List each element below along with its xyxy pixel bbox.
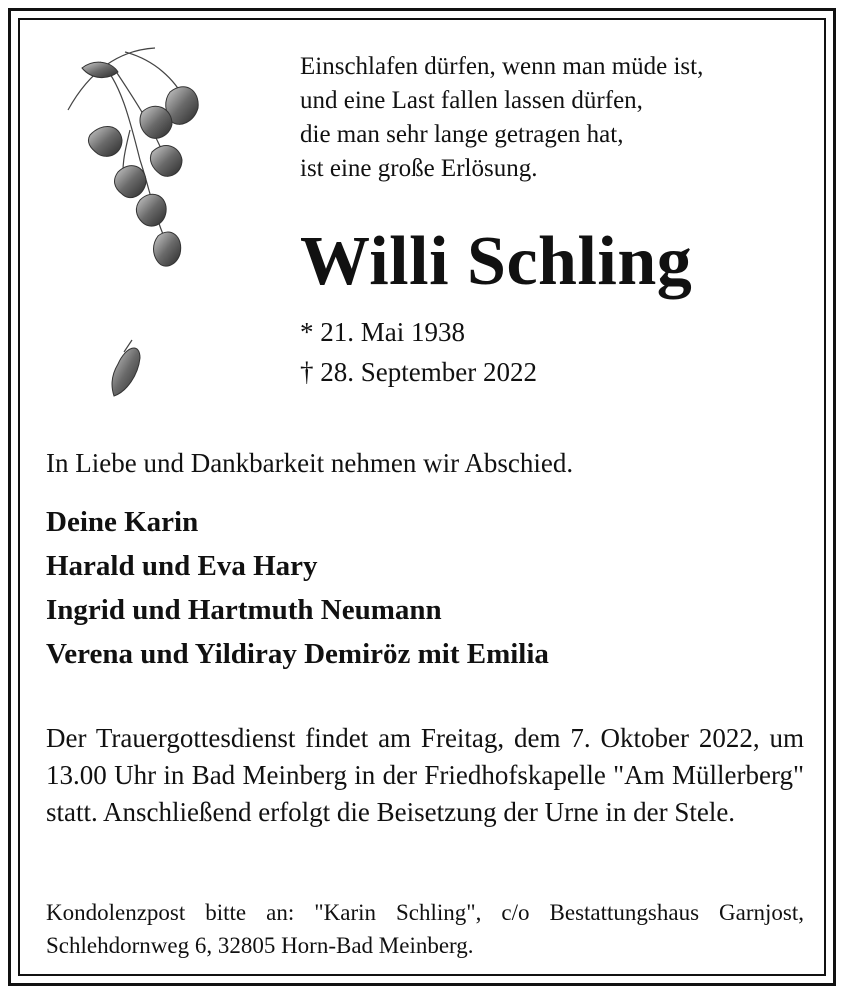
condolence-address: Kondolenzpost bitte an: "Karin Schling", c/o Bestattungshaus Garnjost, Schlehdornweg 6, 32805 Horn-Bad Meinberg. [46, 900, 804, 958]
poem-line: Einschlafen dürfen, wenn man müde ist, [300, 53, 704, 80]
poem-line: ist eine große Erlösung. [300, 155, 538, 182]
deceased-name: Willi Schling [300, 223, 693, 300]
family-member: Deine Karin [46, 506, 199, 538]
farewell-line: In Liebe und Dankbarkeit nehmen wir Abschied. [46, 448, 574, 478]
family-member: Harald und Eva Hary [46, 550, 318, 582]
poem-line: die man sehr lange getragen hat, [300, 121, 624, 148]
life-dates [300, 312, 537, 392]
poem [300, 50, 703, 186]
birth-date: * 21. Mai 1938 [300, 317, 465, 347]
family-member: Ingrid und Hartmuth Neumann [46, 594, 442, 626]
family-list [46, 500, 549, 676]
poem-line: und eine Last fallen lassen dürfen, [300, 87, 643, 114]
family-member: Verena und Yildiray Demiröz mit Emilia [46, 638, 549, 670]
death-date: † 28. September 2022 [300, 357, 537, 387]
birch-branch-leaves-icon [60, 40, 220, 420]
service-announcement: Der Trauergottesdienst findet am Freitag, dem 7. Oktober 2022, um 13.00 Uhr in Bad Meinberg in der Friedhofskapelle "Am Müllerberg" statt. Anschließend erfolgt die Beisetzung der Urne in der Stele. [46, 723, 804, 827]
